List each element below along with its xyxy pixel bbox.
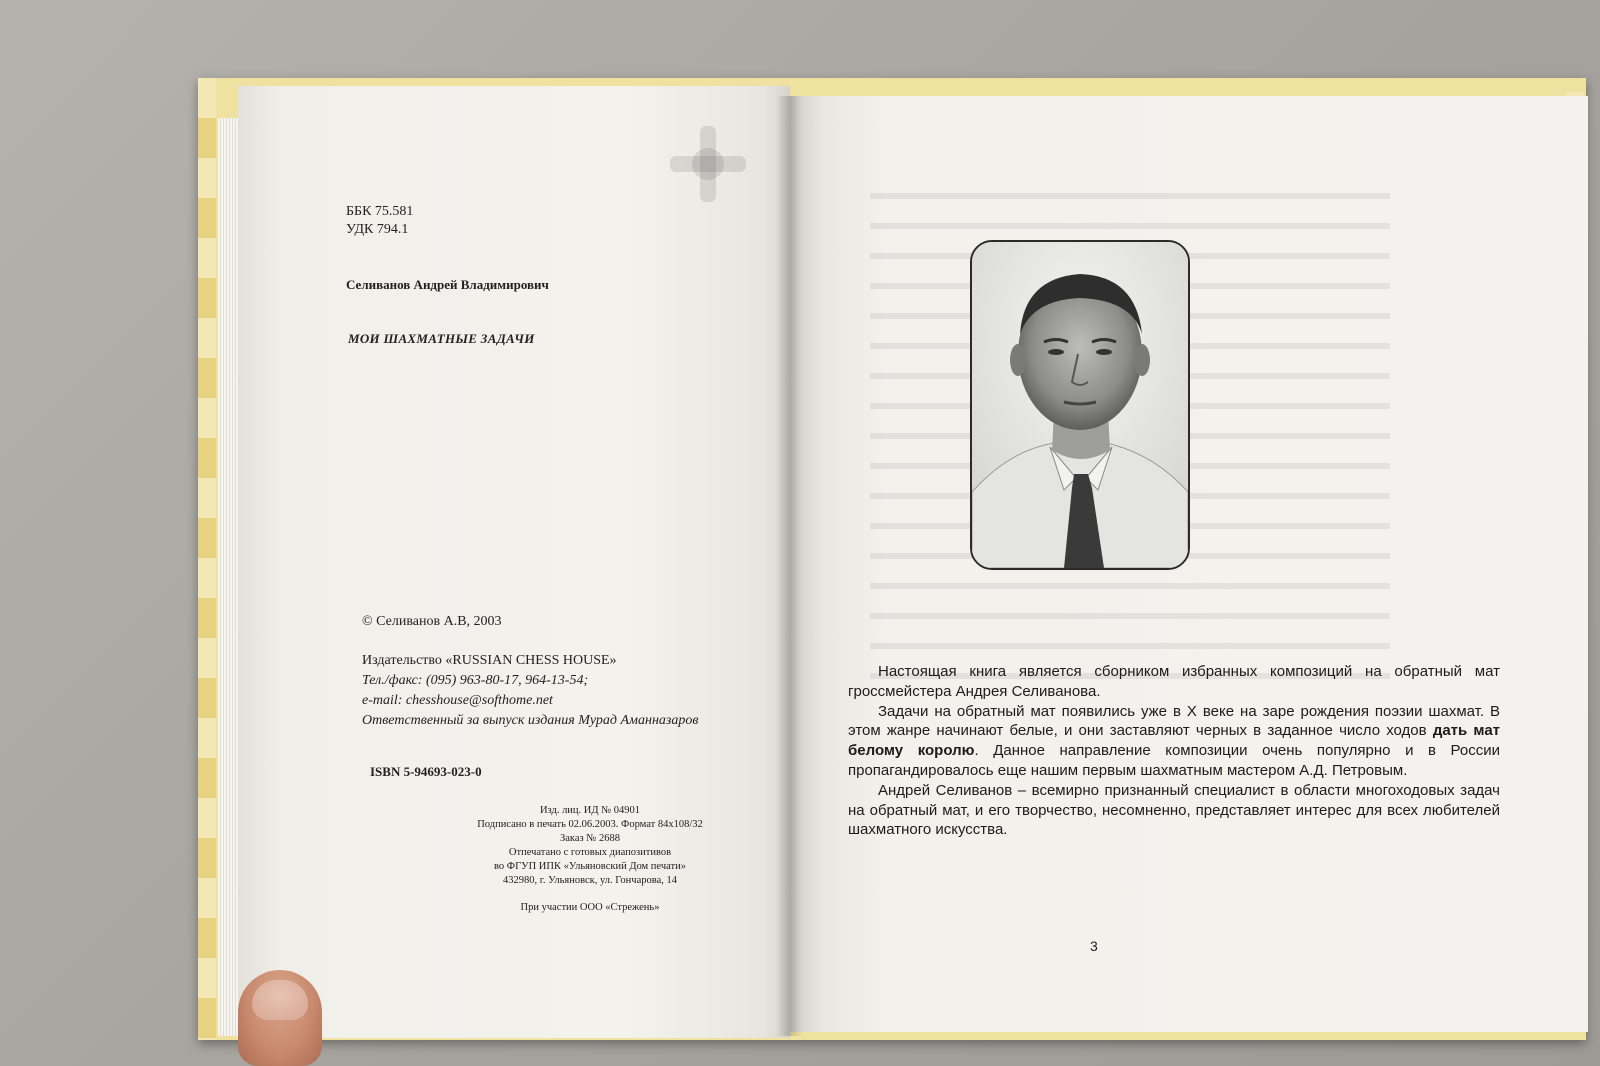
imprint-line-5: во ФГУП ИПК «Ульяновский Дом печати» xyxy=(494,861,686,872)
book-gutter xyxy=(776,96,802,1036)
paragraph-2-bold-phrase: дать мат белому королю xyxy=(848,722,1501,760)
isbn-line: ISBN 5-94693-023-0 xyxy=(370,764,482,779)
cover-edge-left xyxy=(198,78,216,1040)
copyright-line: © Селиванов А.В, 2003 xyxy=(362,614,502,629)
imprint-line-2: Подписано в печать 02.06.2003. Формат 84х108/32 xyxy=(477,819,703,830)
imprint-line-4: Отпечатано с готовых диапозитивов xyxy=(508,847,672,858)
responsible-line: Ответственный за выпуск издания Мурад Аманназаров xyxy=(362,713,699,728)
phone-line: Тел./факс: (095) 963-80-17, 964-13-54; xyxy=(362,673,589,688)
imprint-line-3: Заказ № 2688 xyxy=(560,833,620,844)
ghost-chess-emblem xyxy=(668,124,748,204)
email-line: e-mail: chesshouse@softhome.net xyxy=(362,693,553,708)
paragraph-2-text-b: . Данное направление композиции очень популярно и в России пропагандировалось еще нашим первым шахматным мастером А.Д. Петровым. xyxy=(848,742,1500,779)
finger-nail xyxy=(252,980,308,1020)
bbk-code: ББК 75.581 xyxy=(346,204,414,219)
intro-paragraph-1 xyxy=(848,662,1500,702)
participation-line: При участии ООО «Стрежень» xyxy=(520,902,660,913)
intro-text xyxy=(848,662,1500,840)
paragraph-1-text: Настоящая книга является сборником избранных композиций на обратный мат гроссмейстера Андрея Селиванова. xyxy=(848,663,1500,700)
intro-paragraph-3 xyxy=(848,781,1500,840)
book-title: МОИ ШАХМАТНЫЕ ЗАДАЧИ xyxy=(348,331,535,346)
imprint-line-6: 432980, г. Ульяновск, ул. Гончарова, 14 xyxy=(503,875,677,886)
right-page xyxy=(790,96,1588,1032)
portrait-illustration xyxy=(972,242,1188,568)
publisher-line: Издательство «RUSSIAN CHESS HOUSE» xyxy=(362,653,617,668)
author-portrait xyxy=(970,240,1190,570)
left-page xyxy=(238,86,790,1038)
paragraph-2-text-a: Задачи на обратный мат появились уже в X веке на заре рождения поэзии шахмат. В этом жанре начинают белые, и они заставляют черных в заданное число ходов xyxy=(848,702,1500,740)
page-number: 3 xyxy=(1090,938,1098,954)
author-name: Селиванов Андрей Владимирович xyxy=(346,277,549,292)
imprint-line-1: Изд. лиц. ИД № 04901 xyxy=(539,805,641,816)
intro-paragraph-2 xyxy=(848,702,1500,781)
paragraph-3-text: Андрей Селиванов – всемирно признанный специалист в области многоходовых задач на обратный мат, и его творчество, несомненно, представляет интерес для всех любителей шахматного искусства. xyxy=(848,781,1500,839)
udk-code: УДК 794.1 xyxy=(346,222,409,237)
